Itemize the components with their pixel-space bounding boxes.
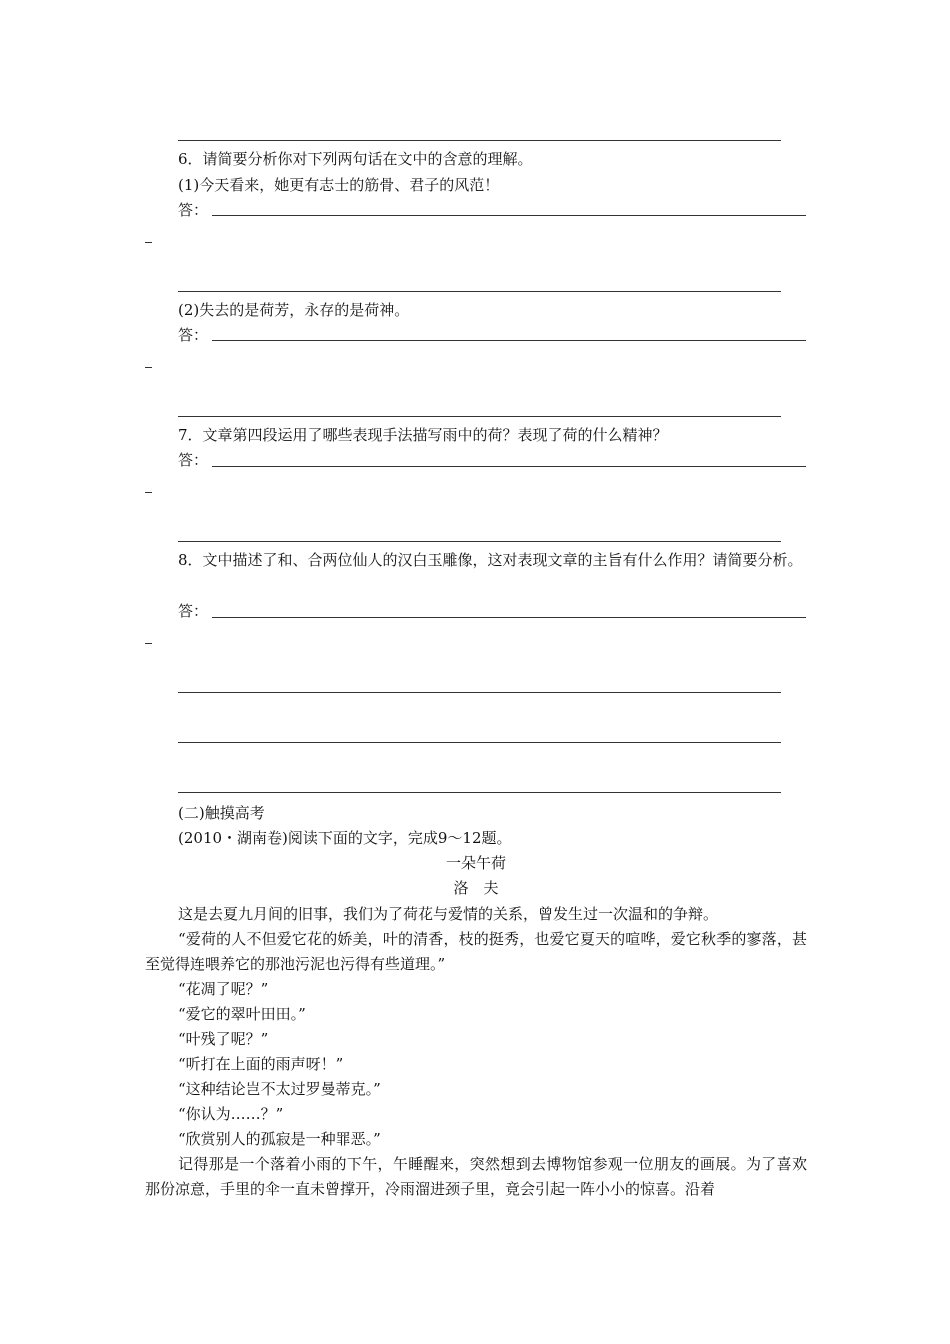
answer-line-continuation [145,367,152,368]
answer-line-continuation [145,643,152,644]
answer-label: 答： [178,201,209,219]
article-paragraph: “花凋了呢？” [178,980,269,998]
answer-label: 答： [178,326,209,344]
article-paragraph: “叶残了呢？” [178,1030,269,1048]
article-paragraph: 这是去夏九月间的旧事，我们为了荷花与爱情的关系，曾发生过一次温和的争辩。 [178,905,719,923]
answer-line [178,692,781,693]
answer-line [212,340,806,341]
article-paragraph: “这种结论岂不太过罗曼蒂克。” [178,1080,381,1098]
article-paragraph: “听打在上面的雨声呀！” [178,1055,344,1073]
article-title: 一朵午荷 [445,854,506,872]
answer-line [178,291,781,292]
question-6-item-1: (1)今天看来，她更有志士的筋骨、君子的风范！ [178,176,500,194]
answer-line [178,541,781,542]
article-paragraph: “欣赏别人的孤寂是一种罪恶。” [178,1130,381,1148]
question-6: 6．请简要分析你对下列两句话在文中的含意的理解。 [178,150,533,168]
answer-line-continuation [145,242,152,243]
article-paragraph: “你认为……？” [178,1105,284,1123]
section-instruction: (2010・湖南卷)阅读下面的文字，完成9～12题。 [178,829,512,847]
answer-line [212,617,806,618]
article-paragraph: “爱它的翠叶田田。” [178,1005,306,1023]
answer-line [178,792,781,793]
answer-line [178,140,781,141]
section-heading: (二)触摸高考 [178,804,265,822]
answer-line-continuation [145,492,152,493]
answer-label: 答： [178,451,209,469]
question-7: 7．文章第四段运用了哪些表现手法描写雨中的荷？表现了荷的什么精神？ [178,426,668,444]
answer-line [212,466,806,467]
question-8: 8．文中描述了和、合两位仙人的汉白玉雕像，这对表现文章的主旨有什么作用？请简要分析。 [178,551,803,569]
answer-line [212,215,806,216]
question-6-item-2: (2)失去的是荷芳，永存的是荷神。 [178,301,410,319]
article-paragraph: “爱荷的人不但爱它花的娇美，叶的清香，枝的挺秀，也爱它夏天的喧哗，爱它秋季的寥落，甚至觉得连喂养它的那池污泥也污得有些道理。” [145,930,807,973]
article-paragraph: 记得那是一个落着小雨的下午，午睡醒来，突然想到去博物馆参观一位朋友的画展。为了喜欢那份凉意，手里的伞一直未曾撑开，冷雨溜进颈子里，竟会引起一阵小小的惊喜。沿着 [145,1155,807,1198]
answer-line [178,742,781,743]
answer-line [178,416,781,417]
answer-label: 答： [178,602,209,620]
article-author: 洛 夫 [453,879,499,897]
